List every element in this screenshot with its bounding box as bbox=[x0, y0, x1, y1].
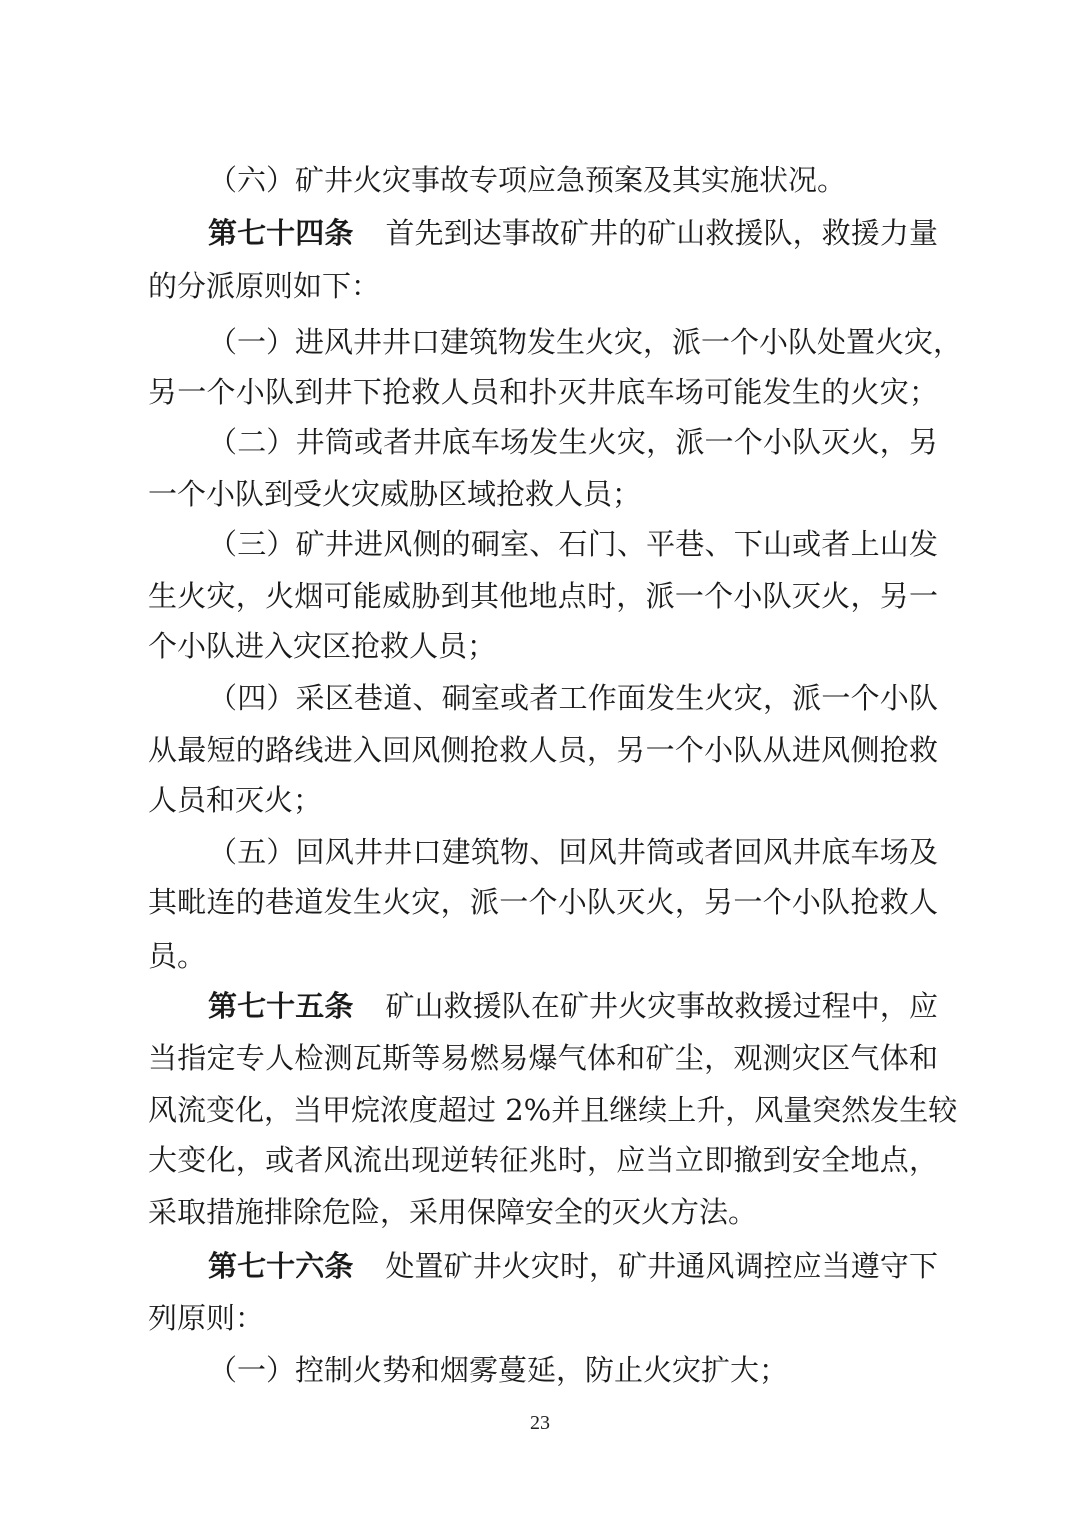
line-text: （一）进风井井口建筑物发生火灾，派一个小队处置火灾， bbox=[208, 325, 963, 359]
line-text: （三）矿井进风侧的硐室、石门、平巷、下山或者上山发 bbox=[208, 527, 938, 561]
text-line bbox=[208, 678, 938, 718]
line-text: 当指定专人检测瓦斯等易燃易爆气体和矿尘，观测灾区气体和 bbox=[148, 1041, 938, 1075]
text-line bbox=[208, 213, 938, 253]
text-line bbox=[148, 780, 938, 820]
text-line bbox=[148, 936, 938, 976]
text-line bbox=[148, 730, 938, 770]
line-text: （一）控制火势和烟雾蔓延，防止火灾扩大； bbox=[208, 1353, 789, 1387]
line-text: 处置矿井火灾时，矿井通风调控应当遵守下 bbox=[385, 1249, 938, 1283]
line-text: 的分派原则如下： bbox=[148, 269, 381, 303]
text-line bbox=[208, 422, 938, 462]
text-line bbox=[208, 1246, 938, 1286]
line-text: 人员和灭火； bbox=[148, 783, 323, 817]
page-number: 23 bbox=[530, 1412, 550, 1434]
text-line bbox=[208, 832, 938, 872]
article-heading: 第七十四条 bbox=[208, 216, 354, 250]
text-line bbox=[148, 1090, 958, 1130]
text-line bbox=[148, 1140, 938, 1180]
line-text: 大变化，或者风流出现逆转征兆时，应当立即撤到安全地点， bbox=[148, 1143, 938, 1177]
text-line bbox=[148, 372, 938, 412]
line-text: （六）矿井火灾事故专项应急预案及其实施状况。 bbox=[208, 163, 847, 197]
line-text: 从最短的路线进入回风侧抢救人员，另一个小队从进风侧抢救 bbox=[148, 733, 938, 767]
text-line bbox=[208, 524, 938, 564]
line-text: （五）回风井井口建筑物、回风井筒或者回风井底车场及 bbox=[208, 835, 938, 869]
article-heading: 第七十五条 bbox=[208, 989, 354, 1023]
article-heading: 第七十六条 bbox=[208, 1249, 354, 1283]
line-text: 首先到达事故矿井的矿山救援队，救援力量 bbox=[385, 216, 938, 250]
line-text: 个小队进入灾区抢救人员； bbox=[148, 629, 497, 663]
text-line bbox=[148, 576, 938, 616]
line-text: 列原则： bbox=[148, 1301, 265, 1335]
line-text: 另一个小队到井下抢救人员和扑灭井底车场可能发生的火灾； bbox=[148, 375, 938, 409]
text-line bbox=[148, 1038, 938, 1078]
line-text: 其毗连的巷道发生火灾，派一个小队灭火，另一个小队抢救人 bbox=[148, 885, 938, 919]
text-line bbox=[208, 160, 938, 200]
text-line bbox=[148, 1298, 938, 1338]
text-line bbox=[148, 1192, 938, 1232]
line-text: 一个小队到受火灾威胁区域抢救人员； bbox=[148, 477, 642, 511]
line-text: 采取措施排除危险，采用保障安全的灭火方法。 bbox=[148, 1195, 758, 1229]
line-text: 员。 bbox=[148, 939, 207, 973]
text-line bbox=[148, 882, 938, 922]
line-text: （四）采区巷道、硐室或者工作面发生火灾，派一个小队 bbox=[208, 681, 938, 715]
text-line bbox=[208, 1350, 938, 1390]
text-line bbox=[148, 474, 938, 514]
line-text: 生火灾，火烟可能威胁到其他地点时，派一个小队灭火，另一 bbox=[148, 579, 938, 613]
text-line bbox=[148, 626, 938, 666]
text-line bbox=[148, 266, 938, 306]
line-text: （二）井筒或者井底车场发生火灾，派一个小队灭火，另 bbox=[208, 425, 938, 459]
text-line bbox=[208, 322, 963, 362]
text-line bbox=[208, 986, 938, 1026]
line-text: 风流变化，当甲烷浓度超过 2%并且继续上升，风量突然发生较 bbox=[148, 1093, 958, 1127]
line-text: 矿山救援队在矿井火灾事故救援过程中，应 bbox=[385, 989, 938, 1023]
